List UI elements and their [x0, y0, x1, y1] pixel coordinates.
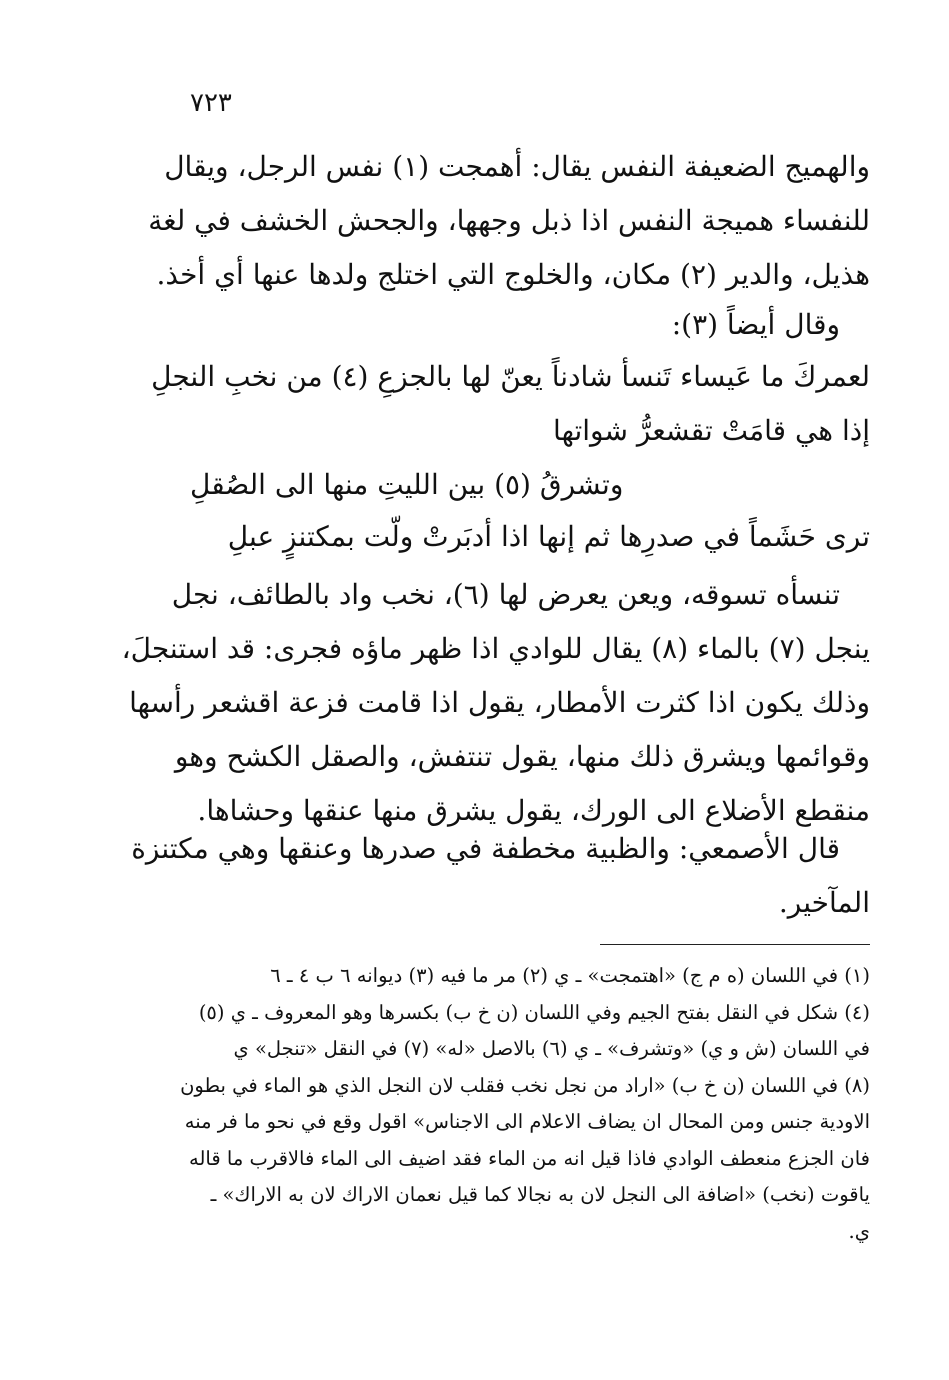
poem-line: لعمركَ ما عَيساء تَنسأ شادناً يعنّ لها بالجزعِ (٤) من نخبِ النجلِ	[151, 360, 870, 393]
text-line: تنسأه تسوقه، ويعن يعرض لها (٦)، نخب واد بالطائف، نجل	[171, 578, 840, 611]
footnote-line: في اللسان (ش و ي) «وتشرف» ـ ي (٦) بالاصل «له» (٧) في النقل «تنجل» ي	[233, 1037, 870, 1060]
footnote-line: (٤) شكل في النقل بفتح الجيم وفي اللسان (ن خ ب) بكسرها وهو المعروف ـ ي (٥)	[198, 1000, 870, 1024]
paragraph-2	[121, 568, 870, 838]
poem-verse-1a	[151, 350, 870, 404]
text-line: وذلك يكون اذا كثرت الأمطار، يقول اذا قامت فزعة اقشعر رأسها	[129, 686, 870, 719]
poem-verse-1b	[190, 404, 870, 458]
page-number: ٧٢٣	[190, 88, 232, 118]
text-line: ينجل (٧) بالماء (٨) يقال للوادي اذا ظهر ماؤه فجرى: قد استنجلَ،	[121, 632, 870, 665]
footnote-line: (١) في اللسان (ه م ج) «اهتمجت» ـ ي (٢) مر ما فيه (٣) ديوانه ٦ ب ٤ ـ ٦	[270, 964, 870, 987]
footnote-line: ي.	[848, 1219, 870, 1243]
footnote-divider	[600, 944, 870, 945]
poem-intro	[190, 298, 870, 352]
text-line: منقطع الأضلاع الى الورك، يقول يشرق منها عنقها وحشاها.	[197, 794, 870, 827]
text-line: المآخير.	[778, 886, 870, 919]
footnote-line: ياقوت (نخب) «اضافة الى النجل لان به نجالا كما قيل نعمان الاراك لان به الاراك» ـ	[210, 1183, 870, 1206]
poem-verse-2b	[190, 510, 870, 564]
text-line: وقوائمها ويشرق ذلك منها، يقول تنتفش، والصقل الكشح وهو	[174, 740, 870, 773]
footnote-line: الاودية جنس ومن المحال ان يضاف الاعلام الى الاجناس» اقول وقع في نحو ما فر منه	[184, 1110, 870, 1133]
text-line: للنفساء هميجة النفس اذا ذبل وجهها، والجحش الخشف في لغة	[148, 204, 870, 237]
paragraph-3	[131, 822, 870, 930]
footnotes	[180, 958, 870, 1250]
footnote-line: فان الجزع منعطف الوادي فاذا قيل انه من الماء فقد اضيف الى الماء فالاقرب ما قاله	[189, 1146, 870, 1170]
footnote-line: (٨) في اللسان (ن خ ب) «اراد من نجل نخب فقلب لان النجل الذي هو الماء في بطون	[180, 1073, 870, 1097]
poem-line: إذا هي قامَتْ تقشعرُّ شواتها	[553, 414, 870, 447]
text-line: قال الأصمعي: والظبية مخطفة في صدرها وعنقها وهي مكتنزة	[131, 832, 840, 865]
poem-line: ترى حَشَماً في صدرِها ثم إنها اذا أدبَرتْ ولّت بمكتنزٍ عبلِ	[227, 520, 870, 553]
paragraph-1	[148, 140, 870, 302]
poem-line: وتشرقُ (٥) بين الليتِ منها الى الصُقلِ	[190, 468, 624, 501]
text-line: وقال أيضاً (٣):	[671, 308, 840, 341]
poem-verse-2a	[190, 458, 870, 512]
text-line: والهميج الضعيفة النفس يقال: أهمجت (١) نفس الرجل، ويقال	[164, 150, 870, 183]
text-line: هذيل، والدير (٢) مكان، والخلوج التي اختلج ولدها عنها أي أخذ.	[156, 258, 870, 291]
